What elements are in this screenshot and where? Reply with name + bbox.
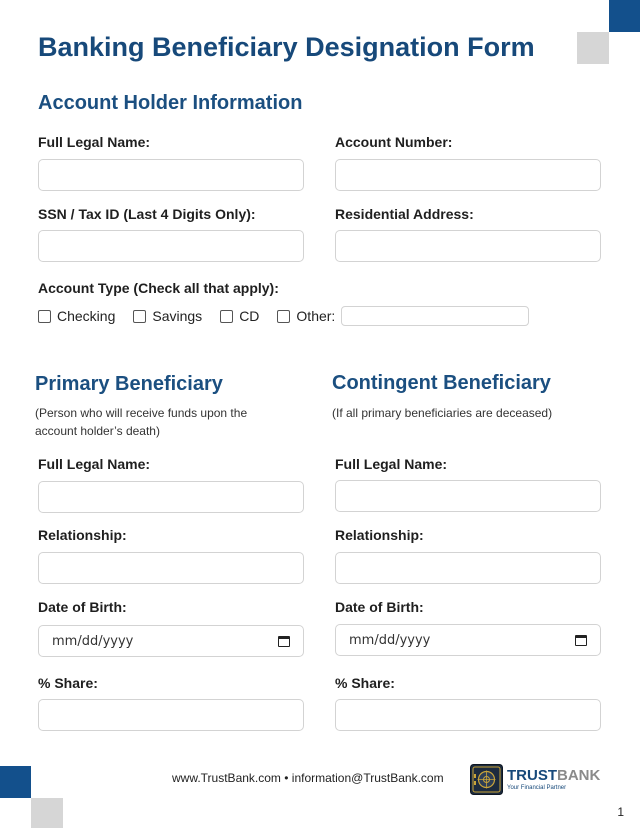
section-heading-account-holder: Account Holder Information xyxy=(38,92,303,114)
contingent-dob-label: Date of Birth: xyxy=(335,599,424,615)
footer-contact: www.TrustBank.com • information@TrustBank.com xyxy=(172,771,444,785)
checkbox-option-cd[interactable] xyxy=(220,308,259,324)
contingent-dob-field[interactable] xyxy=(335,624,601,656)
checkbox-icon[interactable] xyxy=(38,310,51,323)
checkbox-option-checking[interactable] xyxy=(38,308,115,324)
primary-share-label: % Share: xyxy=(38,675,98,691)
vault-safe-icon xyxy=(470,764,503,795)
checkbox-icon[interactable] xyxy=(220,310,233,323)
checkbox-icon[interactable] xyxy=(133,310,146,323)
checkbox-label-cd: CD xyxy=(239,308,260,324)
contingent-dob-placeholder: mm/dd/yyyy xyxy=(349,632,431,648)
calendar-icon[interactable] xyxy=(575,635,587,646)
holder-full-name-field[interactable] xyxy=(38,159,304,191)
holder-full-name-label: Full Legal Name: xyxy=(38,134,151,150)
checkbox-label-checking: Checking xyxy=(57,308,116,324)
contingent-relationship-field[interactable] xyxy=(335,552,601,584)
ssn-label: SSN / Tax ID (Last 4 Digits Only): xyxy=(38,206,256,222)
contingent-beneficiary-note: (If all primary beneficiaries are deceased) xyxy=(332,406,553,420)
corner-block-top-grey xyxy=(577,32,609,64)
primary-share-field[interactable] xyxy=(38,699,304,731)
primary-relationship-field[interactable] xyxy=(38,552,304,584)
primary-full-name-label: Full Legal Name: xyxy=(38,456,151,472)
corner-block-top-right xyxy=(609,0,640,32)
page-number: 1 xyxy=(617,805,624,819)
brand-name-primary: TRUST xyxy=(507,767,557,784)
account-number-label: Account Number: xyxy=(335,134,453,150)
other-account-type-field[interactable] xyxy=(341,306,529,326)
contingent-full-name-field[interactable] xyxy=(335,480,601,512)
contingent-share-label: % Share: xyxy=(335,675,395,691)
primary-dob-field[interactable] xyxy=(38,625,304,657)
contingent-full-name-label: Full Legal Name: xyxy=(335,456,448,472)
page-title: Banking Beneficiary Designation Form xyxy=(38,32,535,62)
address-label: Residential Address: xyxy=(335,206,474,222)
ssn-field[interactable] xyxy=(38,230,304,262)
brand-name-secondary: BANK xyxy=(557,767,601,784)
checkbox-icon[interactable] xyxy=(277,310,290,323)
account-type-label: Account Type (Check all that apply): xyxy=(38,280,279,296)
corner-block-bottom-grey xyxy=(31,798,63,828)
address-field[interactable] xyxy=(335,230,601,262)
checkbox-label-other: Other: xyxy=(296,308,336,324)
brand-tagline: Your Financial Partner xyxy=(507,785,567,791)
section-heading-contingent-beneficiary: Contingent Beneficiary xyxy=(332,372,551,394)
primary-relationship-label: Relationship: xyxy=(38,527,127,543)
primary-dob-placeholder: mm/dd/yyyy xyxy=(52,633,134,649)
section-heading-primary-beneficiary: Primary Beneficiary xyxy=(35,373,223,395)
calendar-icon[interactable] xyxy=(278,636,290,647)
contingent-share-field[interactable] xyxy=(335,699,601,731)
primary-dob-label: Date of Birth: xyxy=(38,599,127,615)
account-number-field[interactable] xyxy=(335,159,601,191)
checkbox-option-other[interactable] xyxy=(277,306,529,326)
primary-full-name-field[interactable] xyxy=(38,481,304,513)
account-type-options xyxy=(38,306,529,326)
primary-beneficiary-note: (Person who will receive funds upon the account holder’s death) xyxy=(35,406,248,438)
corner-block-bottom-left xyxy=(0,766,31,798)
checkbox-option-savings[interactable] xyxy=(133,308,202,324)
checkbox-label-savings: Savings xyxy=(152,308,203,324)
trustbank-logo xyxy=(470,764,600,795)
contingent-relationship-label: Relationship: xyxy=(335,527,424,543)
